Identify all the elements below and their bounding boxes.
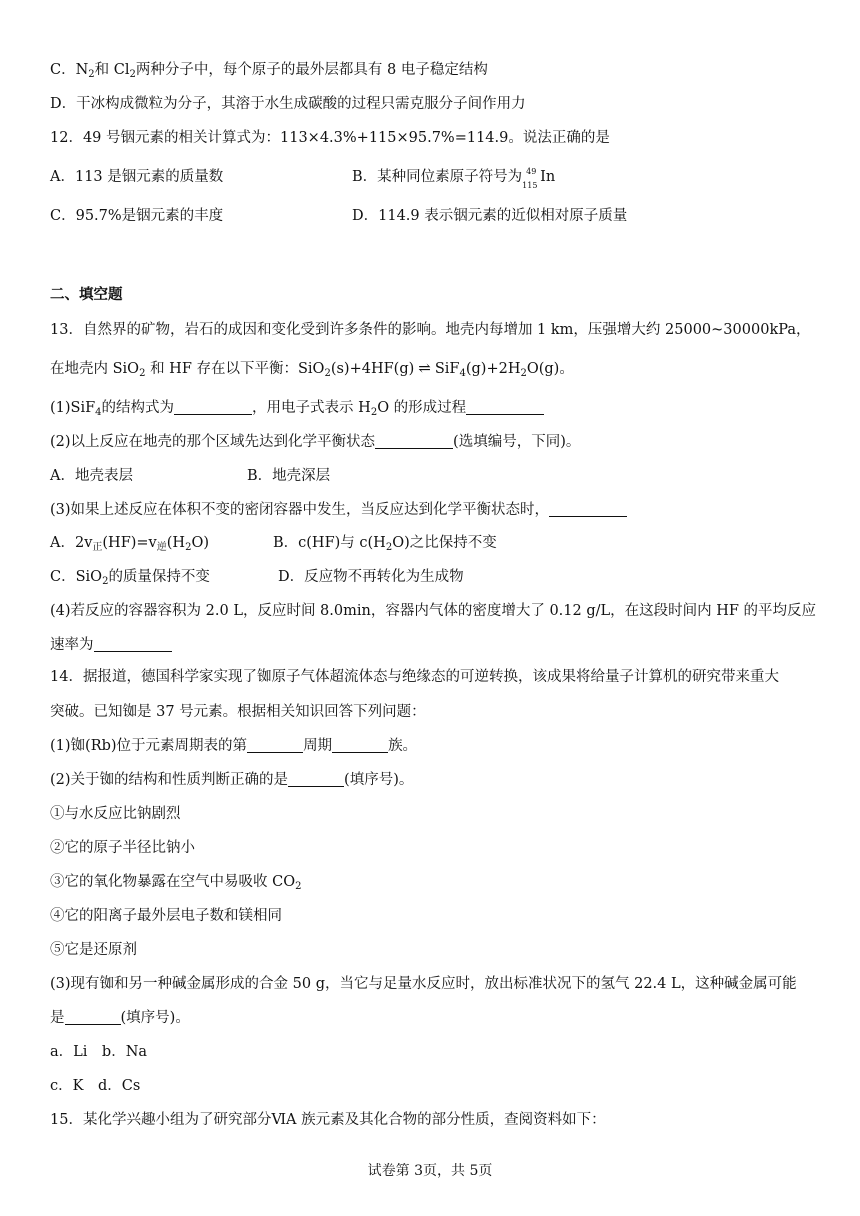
- q12-option-a: A．113 是铟元素的质量数: [50, 169, 224, 185]
- q14-item-2: ②它的原子半径比钠小: [50, 840, 195, 856]
- q13-part3: (3)如果上述反应在体积不变的密闭容器中发生，当反应达到化学平衡状态时，: [50, 500, 627, 520]
- q14-part3-options-cd: c．K d．Cs: [50, 1078, 141, 1094]
- section-heading: 二、填空题: [50, 287, 123, 303]
- answer-blank[interactable]: [94, 637, 172, 652]
- q13-stem-line1: 13．自然界的矿物，岩石的成因和变化受到许多条件的影响。地壳内每增加 1 km，压强增大约 25000~30000kPa，: [50, 322, 811, 338]
- answer-blank[interactable]: [65, 1010, 121, 1025]
- isotope-notation: 49 115: [522, 167, 538, 190]
- q14-item-5: ⑤它是还原剂: [50, 942, 137, 958]
- q15-stem: 15．某化学兴趣小组为了研究部分ⅥA 族元素及其化合物的部分性质，查阅资料如下：: [50, 1112, 606, 1128]
- q13-part3-option-c: C．SiO$_2$的质量保持不变: [50, 569, 210, 587]
- q11-option-c: C．$N_2$和 $Cl_2$两种分子中，每个原子的最外层都具有 8 电子稳定结构: [50, 62, 488, 80]
- q14-part3-cont: 是 (填序号)。: [50, 1010, 190, 1026]
- q14-item-1: ①与水反应比钠剧烈: [50, 806, 181, 822]
- q14-part1: (1)铷(Rb)位于元素周期表的第 周期 族。: [50, 738, 418, 754]
- q14-item-4: ④它的阳离子最外层电子数和镁相同: [50, 908, 282, 924]
- q11-option-d: D．干冰构成微粒为分子，其溶于水生成碳酸的过程只需克服分子间作用力: [50, 96, 526, 112]
- q13-part3-option-a: A．$2v_正(HF)=v_逆(H_2O)$: [50, 535, 209, 553]
- answer-blank[interactable]: [247, 738, 303, 753]
- q12-option-c: C．95.7%是铟元素的丰度: [50, 208, 224, 224]
- q12-option-b: B．某种同位素原子符号为 49 115 In: [352, 167, 556, 190]
- answer-blank[interactable]: [174, 400, 252, 415]
- q12-option-d: D．114.9 表示铟元素的近似相对原子质量: [352, 208, 628, 224]
- q13-part1: (1)SiF$_4$的结构式为 ，用电子式表示 $H_2O$ 的形成过程: [50, 398, 544, 418]
- q13-part2: (2)以上反应在地壳的那个区域先达到化学平衡状态 (选填编号，下同)。: [50, 434, 581, 450]
- answer-blank[interactable]: [549, 502, 627, 517]
- page-footer: 试卷第 3页，共 5页: [367, 1163, 493, 1179]
- q14-stem-line2: 突破。已知铷是 37 号元素。根据相关知识回答下列问题：: [50, 704, 426, 720]
- q13-part4-cont: 速率为: [50, 635, 172, 655]
- q12-stem: 12．49 号铟元素的相关计算式为：113×4.3%+115×95.7%=114.9。说法正确的是: [50, 130, 610, 146]
- q13-part3-option-b: B．c(HF)与 $c(H_2O)$之比保持不变: [273, 535, 497, 553]
- q14-item-3: ③它的氧化物暴露在空气中易吸收 $CO_2$: [50, 874, 302, 892]
- q13-part2-option-a: A．地壳表层: [50, 468, 133, 484]
- q13-part2-option-b: B．地壳深层: [247, 468, 331, 484]
- answer-blank[interactable]: [466, 400, 544, 415]
- q13-stem-line2: 在地壳内 SiO$_2$ 和 HF 存在以下平衡：SiO$_2$(s)+4HF(g) ⇌ $SiF_4(g)+2H_2O(g)$。: [50, 359, 574, 379]
- answer-blank[interactable]: [375, 434, 453, 449]
- q13-part3-option-d: D．反应物不再转化为生成物: [278, 569, 464, 585]
- q14-part3-options-ab: a．Li b．Na: [50, 1044, 148, 1060]
- q14-stem-line1: 14．据报道，德国科学家实现了铷原子气体超流体态与绝缘态的可逆转换，该成果将给量子计算机的研究带来重大: [50, 669, 779, 685]
- q14-part2: (2)关于铷的结构和性质判断正确的是 (填序号)。: [50, 772, 414, 788]
- answer-blank[interactable]: [288, 772, 344, 787]
- equilibrium-arrow-icon: ⇌: [418, 359, 431, 377]
- q13-part4: (4)若反应的容器容积为 2.0 L，反应时间 8.0min，容器内气体的密度增大了 0.12 g/L，在这段时间内 HF 的平均反应: [50, 603, 817, 619]
- q14-part3: (3)现有铷和另一种碱金属形成的合金 50 g，当它与足量水反应时，放出标准状况下的氢气 22.4 L，这种碱金属可能: [50, 976, 797, 992]
- answer-blank[interactable]: [332, 738, 388, 753]
